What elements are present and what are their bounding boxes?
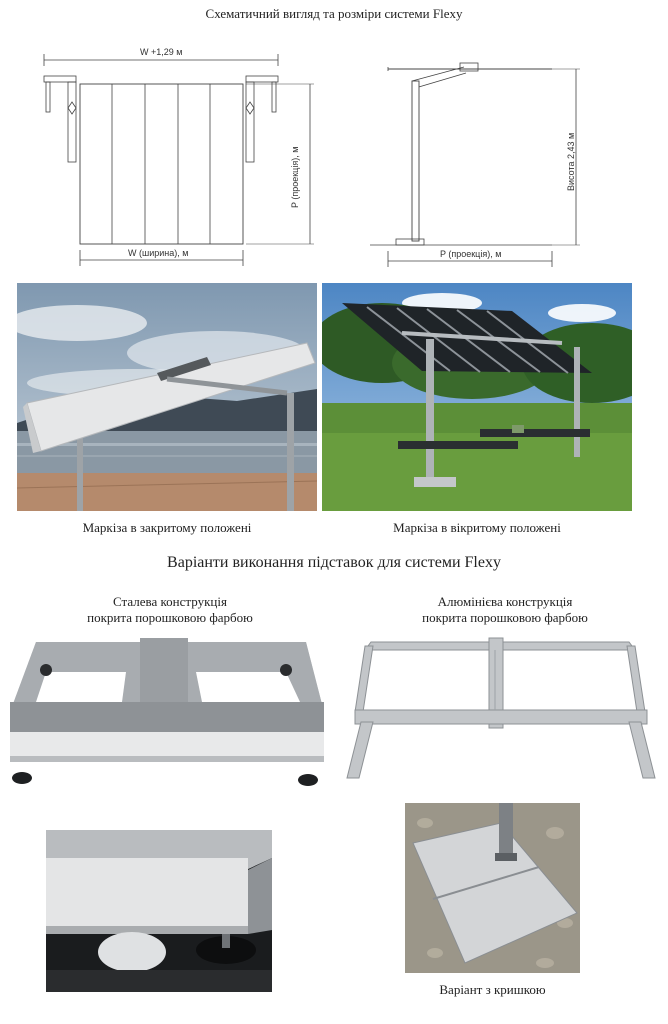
height-label: Висота 2,43 м xyxy=(566,132,576,191)
caption-open: Маркіза в вікритому положені xyxy=(393,520,561,535)
caption-closed: Маркіза в закритому положені xyxy=(82,520,252,535)
dim-bottom-label: W (ширина), м xyxy=(128,248,189,258)
dim-top-label: W +1,29 м xyxy=(140,47,183,57)
steel-caption-line1: Сталева конструкція xyxy=(113,594,227,609)
aluminum-base-caption xyxy=(370,594,640,626)
bases-section-title: Варіанти виконання підставок для системи Flexy xyxy=(167,554,501,571)
side-schematic-diagram xyxy=(360,55,600,270)
photo-closed-awning xyxy=(17,283,317,511)
aluminum-caption-line1: Алюмінієва конструкція xyxy=(437,594,573,609)
steel-base-image xyxy=(6,632,328,792)
side-projection-label: P (проекція), м xyxy=(440,249,502,259)
aluminum-base-image xyxy=(345,632,657,782)
steel-caption-line2: покрита порошковою фарбою xyxy=(87,610,253,625)
photo-foot-closeup xyxy=(46,830,272,992)
page-title: Схематичний вигляд та розміри системи Flexy xyxy=(205,6,463,21)
aluminum-caption-line2: покрита порошковою фарбою xyxy=(422,610,588,625)
steel-base-caption xyxy=(40,594,300,626)
photo-open-awning xyxy=(322,283,632,511)
lid-variant-caption: Варіант з кришкою xyxy=(439,982,546,997)
front-schematic-diagram xyxy=(40,40,340,270)
photo-lid-variant xyxy=(405,803,580,973)
dim-right-label: P (проекція), м xyxy=(290,146,300,208)
